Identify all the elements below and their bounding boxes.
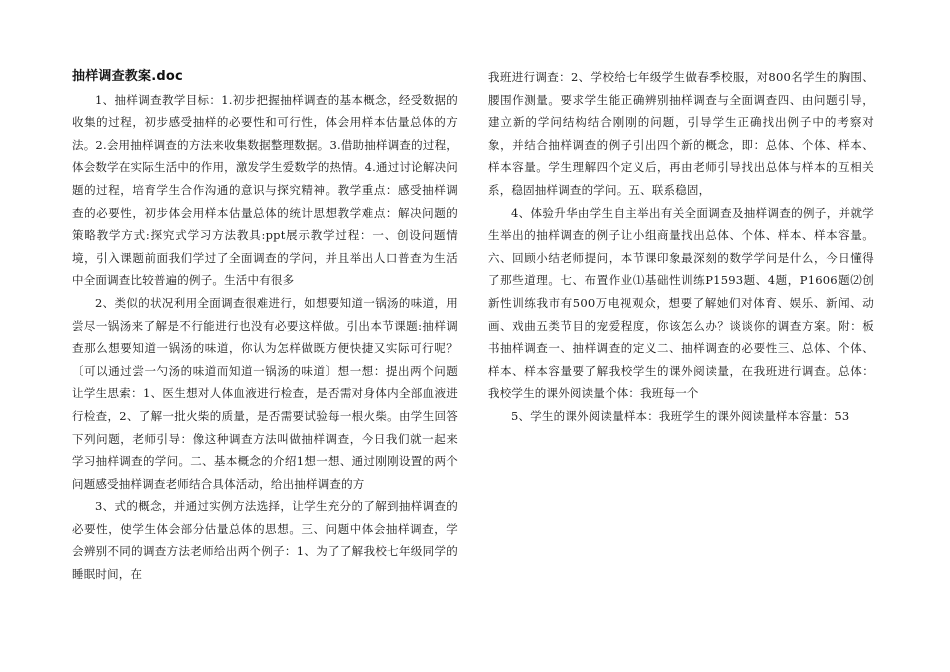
paragraph-5: 5、学生的课外阅读量样本：我班学生的课外阅读量样本容量：53 (511, 408, 850, 423)
document-title: 抽样调查教案.doc (72, 69, 183, 84)
left-column (72, 66, 458, 586)
paragraph-3-continued: 我班进行调查：2、学校给七年级学生做春季校服，对800名学生的胸围、腰围作测量。要求学生能正确辨别抽样调查与全面调查四、由问题引导，建立新的学问结构结合刚刚的问题，引导学生正确找出例子中的考察对象，并结合抽样调查的例子引出四个新的概念，即：总体、个体、样本、样本容量。学生理解四个定义后，再由老师引导找出总体与样本的互相关系，稳固抽样调查的学问。五、联系稳固， (488, 70, 874, 197)
right-column (488, 66, 874, 428)
paragraph-3: 3、式的概念，并通过实例方法选择，让学生充分的了解到抽样调查的必要性，使学生体会部分估量总体的思想。三、问题中体会抽样调查，学会辨别不同的调查方法老师给出两个例子：1、为了了解我校七年级同学的睡眠时间，在 (72, 499, 458, 582)
paragraph-4: 4、体验升华由学生自主举出有关全面调查及抽样调查的例子，并就学生举出的抽样调查的例子让小组商量找出总体、个体、样本、样本容量。六、回顾小结老师提问，本节课印象最深刻的数学学问是什么，今日懂得了那些道理。七、布置作业⑴基础性训练P1593题、4题，P1606题⑵创新性训练我市有500万电视观众，想要了解她们对体育、娱乐、新闻、动画、戏曲五类节目的宠爱程度，你该怎么办？谈谈你的调查方案。附：板书抽样调查一、抽样调查的定义二、抽样调查的必要性三、总体、个体、样本、样本容量要了解我校学生的课外阅读量，在我班进行调查。总体：我校学生的课外阅读量个体：我班每一个 (488, 205, 874, 401)
paragraph-2: 2、类似的状况利用全面调查很难进行，如想要知道一锅汤的味道，用尝尽一锅汤来了解是不行能进行也没有必要这样做。引出本节课题:抽样调查那么想要知道一锅汤的味道，你认为怎样做既方便快捷又实际可行呢？〔可以通过尝一勺汤的味道而知道一锅汤的味道〕想一想：提出两个问题让学生思索：1、医生想对人体血液进行检查，是否需对身体内全部血液进行检查，2、了解一批火柴的质量，是否需要试验每一根火柴。由学生回答下列问题，老师引导：像这种调查方法叫做抽样调查，今日我们就一起来学习抽样调查的学问。二、基本概念的介绍1想一想、通过刚刚设置的两个问题感受抽样调查老师结合具体活动，给出抽样调查的方 (72, 295, 458, 491)
paragraph-1: 1、抽样调查教学目标：1.初步把握抽样调查的基本概念，经受数据的收集的过程，初步感受抽样的必要性和可行性，体会用样本估量总体的方法。2.会用抽样调查的方法来收集数据整理数据。3.借助抽样调查的过程，体会数学在实际生活中的作用，激发学生爱数学的热情。4.通过讨论解决问题的过程，培育学生合作沟通的意识与探究精神。教学重点：感受抽样调查的必要性，初步体会用样本估量总体的统计思想教学难点：解决问题的策略教学方式:探究式学习方法教具:ppt展示教学过程：一、创设问题情境，引入课题前面我们学过了全面调查的学问，并且举出人口普查为生活中全面调查比较普遍的例子。生活中有很多 (72, 92, 458, 288)
